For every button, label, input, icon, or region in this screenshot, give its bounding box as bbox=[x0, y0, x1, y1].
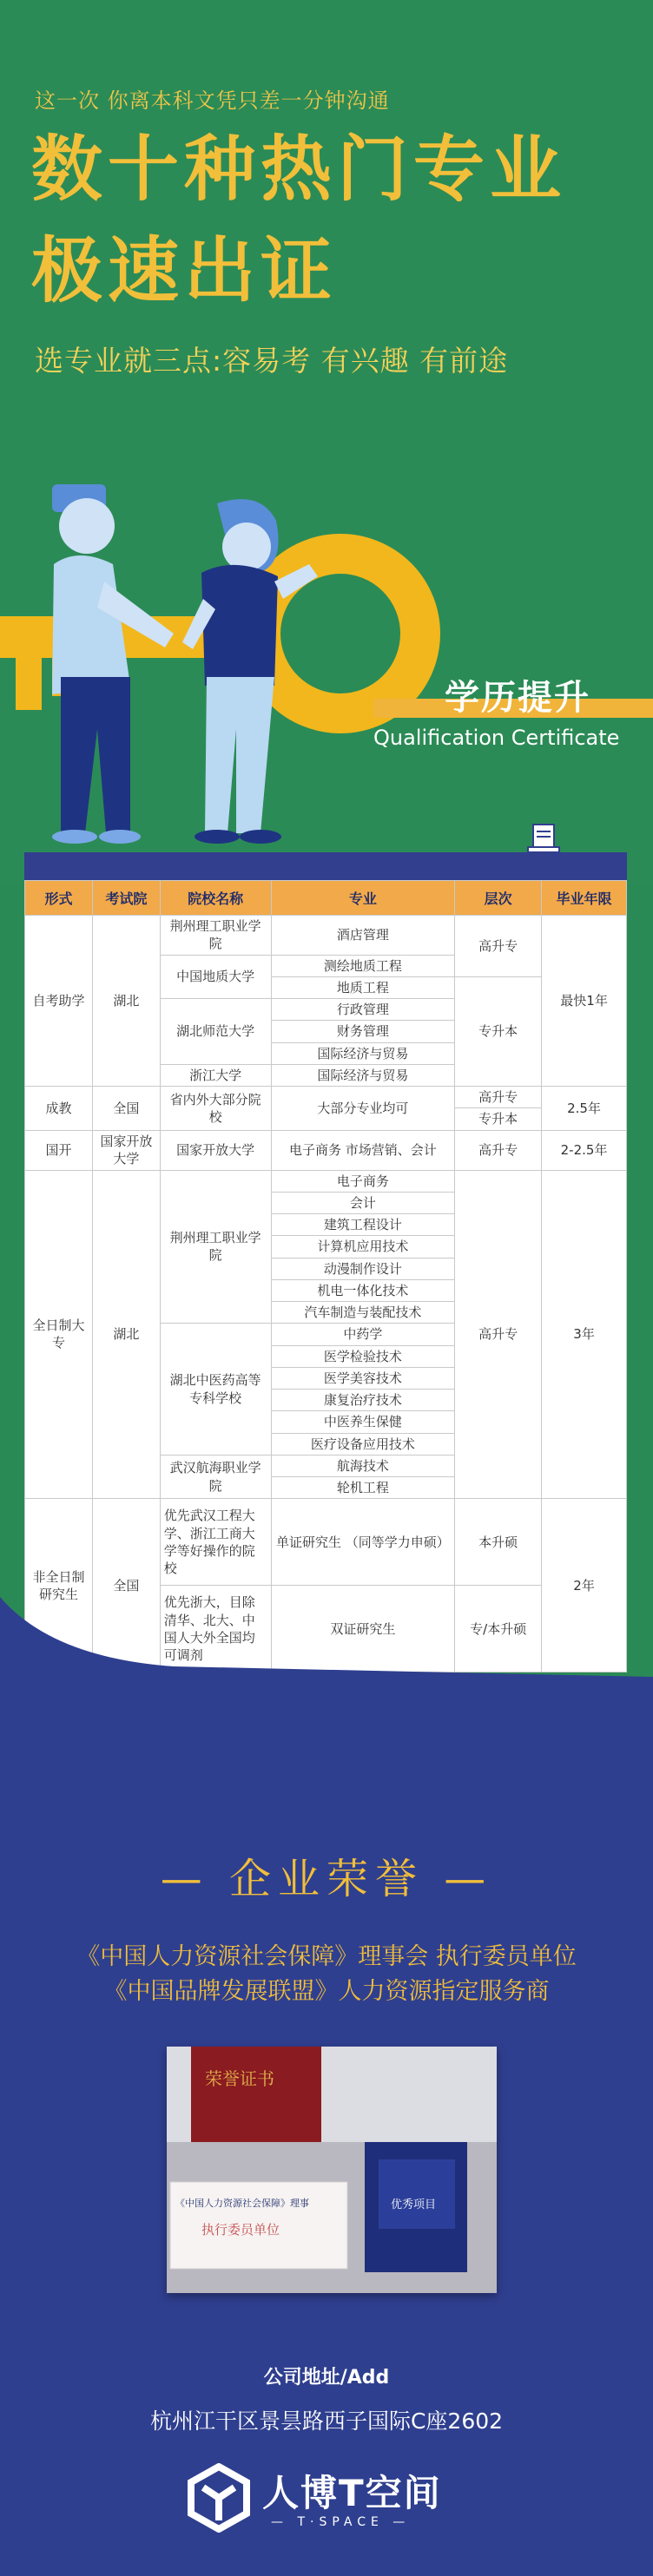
col-header-years: 毕业年限 bbox=[542, 881, 627, 916]
cell-level: 高升专 bbox=[455, 1087, 542, 1108]
cell-major: 双证研究生 bbox=[271, 1586, 455, 1672]
honor-photo-art bbox=[167, 2047, 497, 2293]
hero-subline: 选专业就三点:容易考 有兴趣 有前途 bbox=[35, 344, 509, 378]
cell-major: 计算机应用技术 bbox=[271, 1236, 455, 1258]
cell-school: 荆州理工职业学院 bbox=[160, 916, 271, 956]
cell-school: 武汉航海职业学院 bbox=[160, 1455, 271, 1499]
cell-years: 3年 bbox=[542, 1170, 627, 1499]
cell-years: 2.5年 bbox=[542, 1087, 627, 1131]
cell-school: 湖北中医药高等专科学校 bbox=[160, 1324, 271, 1456]
cell-years: 最快1年 bbox=[542, 916, 627, 1087]
cell-school: 荆州理工职业学院 bbox=[160, 1170, 271, 1324]
cell-major: 医疗设备应用技术 bbox=[271, 1433, 455, 1455]
col-header-exam: 考试院 bbox=[92, 881, 160, 916]
cell-school: 湖北师范大学 bbox=[160, 999, 271, 1065]
cell-major: 酒店管理 bbox=[271, 916, 455, 956]
cell-school: 国家开放大学 bbox=[160, 1130, 271, 1170]
cell-major: 康复治疗技术 bbox=[271, 1390, 455, 1411]
col-header-form: 形式 bbox=[25, 881, 93, 916]
cell-major: 建筑工程设计 bbox=[271, 1214, 455, 1236]
program-table bbox=[24, 880, 627, 1672]
cell-major: 国际经济与贸易 bbox=[271, 1064, 455, 1086]
cell-level: 专升本 bbox=[455, 1108, 542, 1130]
honor-line-2: 《中国品牌发展联盟》人力资源指定服务商 bbox=[103, 1978, 550, 2005]
col-header-level: 层次 bbox=[455, 881, 542, 916]
hero-headline-line1: 数十种热门专业 bbox=[31, 128, 567, 211]
address-label: 公司地址/Add bbox=[263, 2367, 390, 2389]
cell-major: 财务管理 bbox=[271, 1021, 455, 1042]
cell-school: 浙江大学 bbox=[160, 1064, 271, 1086]
plaque-caption-1: 《中国人力资源社会保障》理事 bbox=[175, 2198, 309, 2209]
brand-logo-icon bbox=[184, 2463, 254, 2533]
cell-major: 机电一体化技术 bbox=[271, 1279, 455, 1301]
cell-years: 2年 bbox=[542, 1499, 627, 1672]
brand-name: 人博T空间 bbox=[262, 2472, 442, 2514]
cell-exam: 全国 bbox=[92, 1087, 160, 1131]
cert-caption: 荣誉证书 bbox=[205, 2068, 274, 2089]
cell-form: 成教 bbox=[25, 1087, 93, 1131]
cell-major: 航海技术 bbox=[271, 1455, 455, 1476]
cell-major: 动漫制作设计 bbox=[271, 1258, 455, 1279]
honor-line-1: 《中国人力资源社会保障》理事会 执行委员单位 bbox=[76, 1943, 577, 1970]
cell-major: 医学检验技术 bbox=[271, 1345, 455, 1367]
table-row bbox=[25, 1130, 627, 1170]
cell-exam: 全国 bbox=[92, 1499, 160, 1672]
cell-years: 2-2.5年 bbox=[542, 1130, 627, 1170]
cell-exam: 湖北 bbox=[92, 916, 160, 1087]
cell-school: 中国地质大学 bbox=[160, 955, 271, 999]
cell-form: 自考助学 bbox=[25, 916, 93, 1087]
cell-level: 专升本 bbox=[455, 976, 542, 1086]
table-row bbox=[25, 1170, 627, 1192]
honor-title: — 企业荣誉 — bbox=[160, 1855, 493, 1903]
cell-level: 专/本升硕 bbox=[455, 1586, 542, 1672]
cell-school: 优先浙大，目除清华、北大、中国人大外全国均可调剂 bbox=[160, 1586, 271, 1672]
brand-logo bbox=[184, 2463, 471, 2538]
cell-major: 医学美容技术 bbox=[271, 1367, 455, 1389]
cell-major: 会计 bbox=[271, 1192, 455, 1213]
cell-major: 电子商务 市场营销、会计 bbox=[271, 1130, 455, 1170]
badge-title: 学历提升 bbox=[445, 678, 590, 718]
program-table-card bbox=[24, 852, 627, 1672]
book-stand-icon bbox=[524, 819, 563, 858]
cell-major: 中药学 bbox=[271, 1324, 455, 1345]
cell-major: 单证研究生 （同等学力申硕） bbox=[271, 1499, 455, 1586]
cell-major: 测绘地质工程 bbox=[271, 955, 455, 976]
cell-major: 大部分专业均可 bbox=[271, 1087, 455, 1131]
col-header-major: 专业 bbox=[271, 881, 455, 916]
table-header-row bbox=[25, 881, 627, 916]
cell-level: 高升专 bbox=[455, 916, 542, 977]
badge-subtitle: Qualification Certificate bbox=[373, 726, 620, 750]
cell-form: 全日制大专 bbox=[25, 1170, 93, 1499]
hero-headline-line2: 极速出证 bbox=[31, 230, 338, 312]
brand-tagline: — T·SPACE — bbox=[271, 2515, 411, 2529]
trophy-caption: 优秀项目 bbox=[391, 2198, 437, 2211]
hero-eyebrow: 这一次 你离本科文凭只差一分钟沟通 bbox=[35, 89, 390, 113]
cell-major: 行政管理 bbox=[271, 999, 455, 1021]
plaque-caption-2: 执行委员单位 bbox=[201, 2222, 280, 2238]
cell-exam: 国家开放大学 bbox=[92, 1130, 160, 1170]
cell-school: 省内外大部分院校 bbox=[160, 1087, 271, 1131]
cell-level: 高升专 bbox=[455, 1170, 542, 1499]
honor-photo bbox=[167, 2047, 497, 2293]
cell-form: 非全日制研究生 bbox=[25, 1499, 93, 1672]
cell-major: 地质工程 bbox=[271, 976, 455, 998]
cell-level: 本升硕 bbox=[455, 1499, 542, 1586]
cell-major: 轮机工程 bbox=[271, 1477, 455, 1499]
table-row bbox=[25, 916, 627, 956]
table-row bbox=[25, 1087, 627, 1108]
address-text: 杭州江干区景昙路西子国际C座2602 bbox=[149, 2408, 504, 2434]
table-header-bar bbox=[24, 852, 627, 880]
cell-major: 汽车制造与装配技术 bbox=[271, 1302, 455, 1324]
cell-major: 中医养生保健 bbox=[271, 1411, 455, 1433]
col-header-school: 院校名称 bbox=[160, 881, 271, 916]
cell-major: 国际经济与贸易 bbox=[271, 1042, 455, 1064]
cell-school: 优先武汉工程大学、浙江工商大学等好操作的院校 bbox=[160, 1499, 271, 1586]
cell-form: 国开 bbox=[25, 1130, 93, 1170]
people-key-illustration bbox=[0, 469, 653, 851]
cell-level: 高升专 bbox=[455, 1130, 542, 1170]
cell-major: 电子商务 bbox=[271, 1170, 455, 1192]
table-row bbox=[25, 1499, 627, 1586]
cell-exam: 湖北 bbox=[92, 1170, 160, 1499]
